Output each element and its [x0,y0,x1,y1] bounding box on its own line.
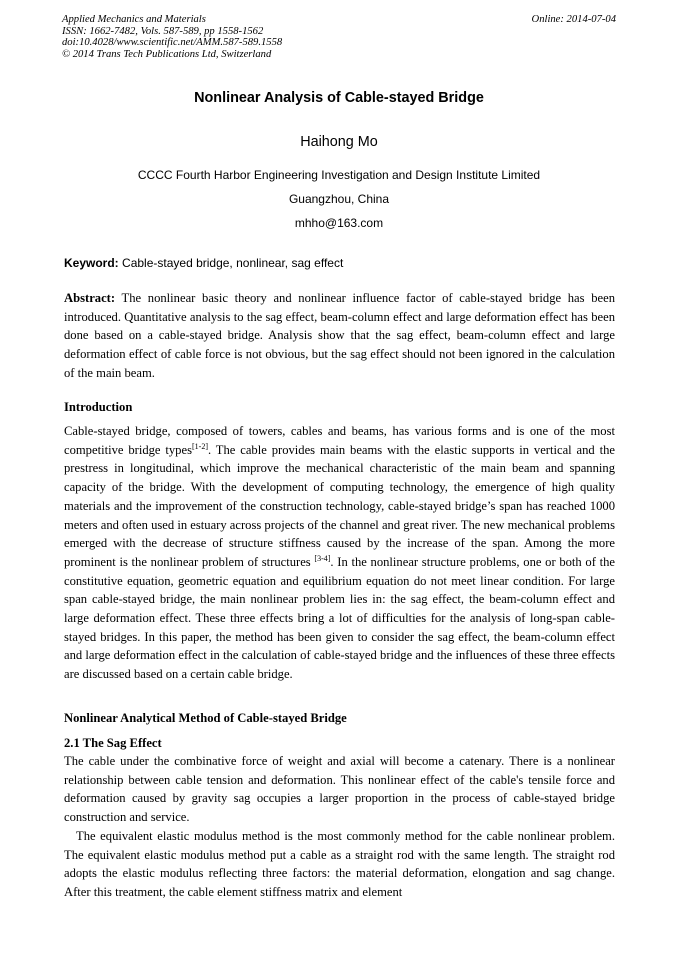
keyword-label: Keyword: [64,256,119,270]
journal-name: Applied Mechanics and Materials [62,14,206,25]
doi-line: doi:10.4028/www.scientific.net/AMM.587-589.1558 [62,37,283,49]
online-date: Online: 2014-07-04 [531,14,616,25]
intro-text-3: . In the nonlinear structure problems, one or both of the constitutive equation, geometric equation and equilibrium equation do not meet linear condition. For large span cable-stayed bridge, the main nonlinear problem lies in: the sag effect, the beam-column effect and large deformation effect. These three effects bring a lot of difficulties for the analysis of long-span cable-stayed bridges. In this paper, the method has been given to consider the sag effect, the beam-column effect and large deformation effect in the calculation of cable-stayed bridge and the influences of these three effects are discussed based on a certain cable bridge. [64,554,615,682]
journal-header [62,14,616,60]
author-email: mhho@163.com [294,216,384,230]
copyright-line: © 2014 Trans Tech Publications Ltd, Switzerland [62,48,272,60]
abstract-label: Abstract: [64,291,116,305]
intro-text-1: Cable-stayed bridge, composed of towers, cables and beams, has various forms and is one of the most competitive bridge types [64,424,615,457]
section2-heading: Nonlinear Analytical Method of Cable-stayed Bridge [64,711,347,725]
keyword-line [64,256,343,270]
keyword-text: Cable-stayed bridge, nonlinear, sag effect [122,256,344,270]
affiliation-location: Guangzhou, China [288,192,390,206]
citation-3-4: [3-4] [314,553,331,563]
author-name: Haihong Mo [300,134,378,150]
affiliation-institute: CCCC Fourth Harbor Engineering Investigation and Design Institute Limited [137,168,541,182]
citation-1-2: [1-2] [191,441,208,451]
introduction-paragraph [64,422,615,684]
sag-effect-paragraph-2: The equivalent elastic modulus method is the most commonly method for the cable nonlinear problem. The equivalent elastic modulus method put a cable as a straight rod with the same length. The straight rod adopts the elastic modulus reflecting three factors: the material deformation, elongation and sag change. After this treatment, the cable element stiffness matrix and element [64,828,615,899]
subsection-2-1-heading: 2.1 The Sag Effect [64,736,162,750]
sag-effect-paragraph-1: The cable under the combinative force of weight and axial will become a catenary. There is a nonlinear relationship between cable tension and deformation. This nonlinear effect of the cable's tensile force and deformation caused by gravity sag occupies a larger proportion in the process of cable-stayed bridge construction and service. [64,754,615,825]
section2-body [64,752,615,902]
abstract-block [64,289,615,383]
issn-line: ISSN: 1662-7482, Vols. 587-589, pp 1558-1562 [62,25,264,37]
intro-text-2: . The cable provides main beams with the elastic supports in vertical and the prestress in longitudinal, which improve the mechanical characteristic of the main beam and spanning capacity of the bridge. With the development of computing technology, the emergence of high quality materials and the improvement of the construction technology, cable-stayed bridge’s span has reached 1000 meters and often used in estuary across projects of the channel and great river. The new mechanical problems emerged with the decrease of structure stiffness caused by the increase of the span. Among the more prominent is the nonlinear problem of structures [64,442,615,569]
abstract-text: The nonlinear basic theory and nonlinear influence factor of cable-stayed bridge has been introduced. Quantitative analysis to the sag effect, beam-column effect and large deformation effect has been done based on a cable-stayed bridge. Analysis show that the sag effect, beam-column effect and large deformation effect of cable force is not obvious, but the sag effect should not been ignored in the calculation of the main beam. [64,291,616,380]
paper-title: Nonlinear Analysis of Cable-stayed Bridge [194,90,484,106]
introduction-heading: Introduction [64,400,133,414]
